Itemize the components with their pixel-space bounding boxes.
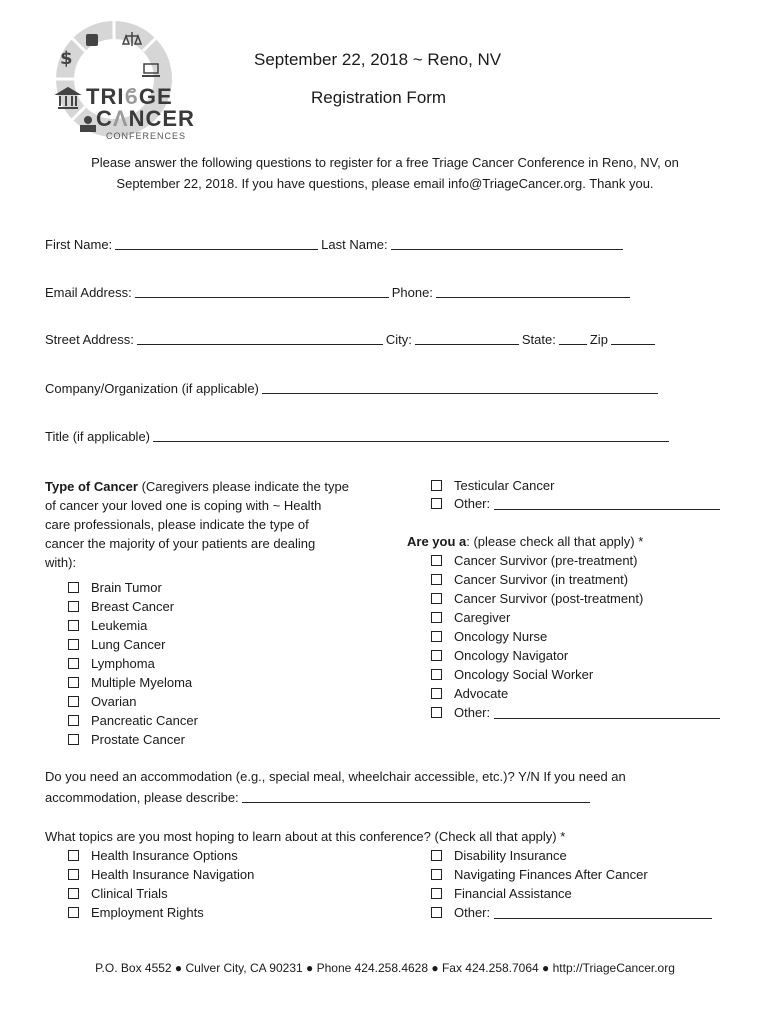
checkbox[interactable] bbox=[431, 574, 442, 585]
city-field[interactable] bbox=[415, 331, 519, 345]
option-label: Other: bbox=[454, 496, 491, 511]
cancer-type-description bbox=[45, 477, 375, 572]
event-date-location: September 22, 2018 ~ Reno, NV bbox=[254, 50, 502, 69]
street-address-field[interactable] bbox=[137, 331, 383, 345]
last-name-field[interactable] bbox=[391, 236, 623, 250]
option-label: Breast Cancer bbox=[91, 599, 175, 614]
checkbox[interactable] bbox=[68, 677, 79, 688]
checkbox[interactable] bbox=[68, 715, 79, 726]
accommodation-field[interactable] bbox=[242, 789, 590, 803]
email-row bbox=[45, 284, 633, 300]
checkbox[interactable] bbox=[431, 555, 442, 566]
option-label: Lung Cancer bbox=[91, 637, 166, 652]
role-heading: Are you a bbox=[407, 534, 467, 549]
ribbon-a-icon: Λ bbox=[112, 106, 129, 131]
job-title-label: Title (if applicable) bbox=[45, 429, 151, 444]
option-label: Advocate bbox=[454, 686, 509, 701]
option-label: Employment Rights bbox=[91, 905, 204, 920]
topic-other-field[interactable] bbox=[494, 906, 712, 919]
accommodation-row bbox=[45, 789, 593, 805]
topic-option[interactable] bbox=[68, 848, 238, 863]
name-row bbox=[45, 236, 626, 252]
cancer-type-desc-4: cancer the majority of your patients are dealing bbox=[45, 536, 316, 551]
accommodation-question: Do you need an accommodation (e.g., special meal, wheelchair accessible, etc.)? Y/N If you need an bbox=[45, 769, 626, 784]
option-label: Oncology Nurse bbox=[454, 629, 548, 644]
checkbox[interactable] bbox=[431, 669, 442, 680]
checkbox[interactable] bbox=[68, 620, 79, 631]
role-hint: : (please check all that apply) * bbox=[466, 534, 644, 549]
cancer-option[interactable] bbox=[68, 580, 162, 595]
option-label: Oncology Social Worker bbox=[454, 667, 594, 682]
topics-question: What topics are you most hoping to learn about at this conference? (Check all that apply) * bbox=[45, 829, 566, 844]
company-label: Company/Organization (if applicable) bbox=[45, 381, 259, 396]
checkbox[interactable] bbox=[68, 888, 79, 899]
role-option[interactable] bbox=[431, 572, 628, 587]
checkbox[interactable] bbox=[431, 869, 442, 880]
state-field[interactable] bbox=[559, 331, 587, 345]
cancer-option[interactable] bbox=[68, 618, 147, 633]
option-label: Lymphoma bbox=[91, 656, 155, 671]
cancer-type-desc-3: care professionals, please indicate the type of bbox=[45, 517, 309, 532]
option-label: Financial Assistance bbox=[454, 886, 572, 901]
option-label: Navigating Finances After Cancer bbox=[454, 867, 648, 882]
option-label: Oncology Navigator bbox=[454, 648, 569, 663]
role-option[interactable] bbox=[431, 667, 593, 682]
intro-line-2: September 22, 2018. If you have questions, please email info@TriageCancer.org. Thank you. bbox=[116, 176, 654, 191]
cancer-option[interactable] bbox=[68, 656, 155, 671]
phone-label: Phone: bbox=[391, 285, 433, 300]
logo-text-triage: TRI bbox=[86, 84, 125, 109]
cancer-type-desc-1: (Caregivers please indicate the type bbox=[137, 479, 349, 494]
checkbox[interactable] bbox=[68, 601, 79, 612]
cancer-option-other[interactable] bbox=[431, 496, 720, 511]
option-label: Multiple Myeloma bbox=[91, 675, 193, 690]
option-label: Pancreatic Cancer bbox=[91, 713, 198, 728]
topic-option[interactable] bbox=[431, 848, 567, 863]
option-label: Cancer Survivor (post-treatment) bbox=[454, 591, 644, 606]
svg-text:$: $ bbox=[60, 48, 73, 69]
checkbox[interactable] bbox=[68, 639, 79, 650]
city-label: City: bbox=[385, 332, 412, 347]
checkbox[interactable] bbox=[431, 650, 442, 661]
option-label: Other: bbox=[454, 705, 491, 720]
cancer-type-desc-5: with): bbox=[45, 555, 77, 570]
topic-option[interactable] bbox=[431, 867, 648, 882]
topic-option-other[interactable] bbox=[431, 905, 712, 920]
option-label: Leukemia bbox=[91, 618, 148, 633]
role-other-field[interactable] bbox=[494, 706, 720, 719]
checkbox[interactable] bbox=[431, 888, 442, 899]
cancer-option[interactable] bbox=[431, 478, 554, 493]
checkbox[interactable] bbox=[431, 850, 442, 861]
option-label: Health Insurance Navigation bbox=[91, 867, 255, 882]
option-label: Testicular Cancer bbox=[454, 478, 555, 493]
intro-line-1: Please answer the following questions to register for a free Triage Cancer Conference in Reno, NV, on bbox=[91, 155, 679, 170]
topic-option[interactable] bbox=[68, 886, 168, 901]
accommodation-label: accommodation, please describe: bbox=[45, 790, 239, 805]
option-label: Disability Insurance bbox=[454, 848, 567, 863]
phone-field[interactable] bbox=[436, 284, 630, 298]
cancer-option[interactable] bbox=[68, 713, 198, 728]
zip-label: Zip bbox=[589, 332, 608, 347]
topic-option[interactable] bbox=[431, 886, 572, 901]
job-title-field[interactable] bbox=[153, 428, 669, 442]
intro-paragraph bbox=[40, 152, 730, 194]
cancer-option[interactable] bbox=[68, 637, 165, 652]
checkbox[interactable] bbox=[68, 907, 79, 918]
role-option[interactable] bbox=[431, 686, 508, 701]
role-option-other[interactable] bbox=[431, 705, 720, 720]
first-name-label: First Name: bbox=[45, 237, 113, 252]
role-option[interactable] bbox=[431, 553, 638, 568]
checkbox[interactable] bbox=[68, 734, 79, 745]
logo-text-c: C bbox=[96, 106, 113, 131]
checkbox[interactable] bbox=[68, 850, 79, 861]
cancer-type-desc-2: of cancer your loved one is coping with ~ Health bbox=[45, 498, 322, 513]
checkbox[interactable] bbox=[431, 707, 442, 718]
role-option[interactable] bbox=[431, 629, 547, 644]
checkbox[interactable] bbox=[68, 658, 79, 669]
topic-option[interactable] bbox=[68, 905, 204, 920]
option-label: Cancer Survivor (in treatment) bbox=[454, 572, 629, 587]
option-label: Ovarian bbox=[91, 694, 137, 709]
role-option[interactable] bbox=[431, 610, 510, 625]
cancer-other-field[interactable] bbox=[494, 497, 720, 510]
last-name-label: Last Name: bbox=[321, 237, 388, 252]
form-title: Registration Form bbox=[311, 88, 447, 107]
email-field[interactable] bbox=[135, 284, 389, 298]
title-row bbox=[45, 428, 672, 444]
checkbox[interactable] bbox=[431, 612, 442, 623]
logo-text-ncer: NCER bbox=[128, 106, 195, 131]
triage-cancer-logo bbox=[44, 14, 194, 144]
address-row bbox=[45, 331, 658, 347]
option-label: Caregiver bbox=[454, 610, 511, 625]
checkbox[interactable] bbox=[431, 593, 442, 604]
option-label: Other: bbox=[454, 905, 491, 920]
checkbox[interactable] bbox=[68, 582, 79, 593]
logo-text-conferences: CONFERENCES bbox=[106, 131, 187, 141]
ribbon-icon: ϐ bbox=[124, 84, 139, 109]
cancer-option[interactable] bbox=[68, 599, 174, 614]
logo-text-triage-end: GE bbox=[138, 84, 173, 109]
street-address-label: Street Address: bbox=[45, 332, 134, 347]
first-name-field[interactable] bbox=[115, 236, 318, 250]
zip-field[interactable] bbox=[611, 331, 655, 345]
option-label: Cancer Survivor (pre-treatment) bbox=[454, 553, 638, 568]
email-label: Email Address: bbox=[45, 285, 132, 300]
company-row bbox=[45, 380, 661, 396]
option-label: Prostate Cancer bbox=[91, 732, 185, 747]
company-field[interactable] bbox=[262, 380, 658, 394]
checkbox[interactable] bbox=[431, 480, 442, 491]
option-label: Health Insurance Options bbox=[91, 848, 238, 863]
role-option[interactable] bbox=[431, 591, 643, 606]
topic-option[interactable] bbox=[68, 867, 254, 882]
cancer-option[interactable] bbox=[68, 675, 192, 690]
checkbox[interactable] bbox=[431, 631, 442, 642]
checkbox[interactable] bbox=[431, 498, 442, 509]
checkbox[interactable] bbox=[68, 696, 79, 707]
option-label: Clinical Trials bbox=[91, 886, 168, 901]
cancer-option[interactable] bbox=[68, 694, 137, 709]
cancer-type-heading: Type of Cancer bbox=[45, 479, 138, 494]
state-label: State: bbox=[521, 332, 556, 347]
role-option[interactable] bbox=[431, 648, 568, 663]
checkbox[interactable] bbox=[68, 869, 79, 880]
footer-contact: P.O. Box 4552 ● Culver City, CA 90231 ● Phone 424.258.4628 ● Fax 424.258.7064 ● http://TriageCancer.org bbox=[95, 961, 675, 975]
role-heading-row bbox=[407, 534, 643, 549]
checkbox[interactable] bbox=[431, 688, 442, 699]
cancer-option[interactable] bbox=[68, 732, 185, 747]
checkbox[interactable] bbox=[431, 907, 442, 918]
option-label: Brain Tumor bbox=[91, 580, 162, 595]
